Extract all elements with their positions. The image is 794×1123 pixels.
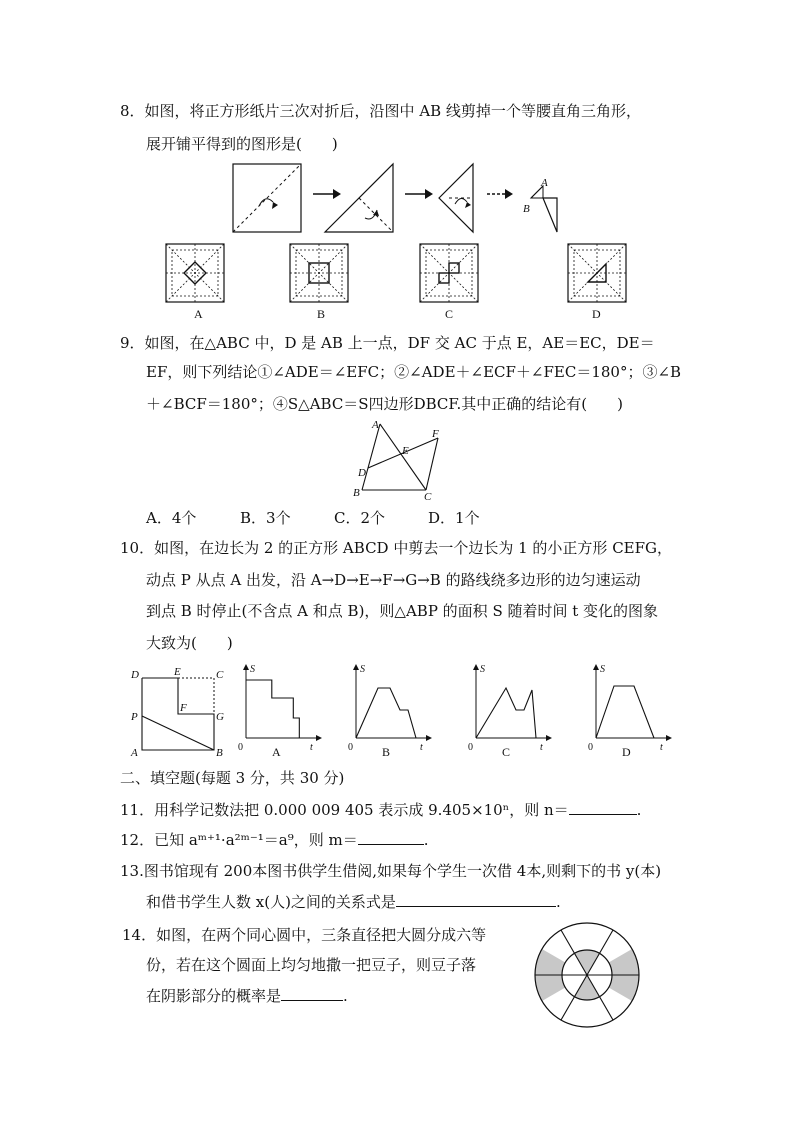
x-axis-label: t xyxy=(420,742,423,753)
q10-label-f: F xyxy=(180,702,187,714)
q14-answer-blank[interactable] xyxy=(281,986,343,1001)
origin-label: 0 xyxy=(238,742,243,753)
q13-end: . xyxy=(555,893,561,911)
q8-option-box-2 xyxy=(420,244,478,302)
q10-graphs xyxy=(236,660,676,760)
y-axis-label: S xyxy=(600,664,605,675)
q11-end: . xyxy=(636,801,642,819)
q10-label-d: D xyxy=(131,669,139,681)
q8-fold-figure xyxy=(225,160,565,240)
q13-text: 和借书学生人数 x(人)之间的关系式是 xyxy=(146,893,396,911)
q11-line xyxy=(120,800,641,820)
q9-label-a: A xyxy=(372,419,379,431)
q9-line3: ＋∠BCF＝180°；④S△ABC＝S四边形DBCF.其中正确的结论有( ) xyxy=(146,395,623,413)
q10-label-c: C xyxy=(216,669,224,681)
y-axis-arrow xyxy=(473,664,479,670)
q9-line2: EF，则下列结论①∠ADE＝∠EFC；②∠ADE＋∠ECF＋∠FEC＝180°；③∠B xyxy=(146,363,682,381)
origin-label: 0 xyxy=(348,742,353,753)
shaded-inner-top xyxy=(575,950,600,975)
q14-end: . xyxy=(343,987,348,1005)
q8-option-label-b: B xyxy=(317,307,326,321)
graph-curve xyxy=(596,686,654,738)
q11-answer-blank[interactable] xyxy=(569,800,637,815)
q14-line2: 份，若在这个圆面上均匀地撒一把豆子，则豆子落 xyxy=(146,956,477,974)
q12-answer-blank[interactable] xyxy=(358,830,424,845)
q9-triangle-figure xyxy=(350,420,450,502)
q13-line1: 13.图书馆现有 200本图书供学生借阅,如果每个学生一次借 4本,则剩下的书 y(本) xyxy=(120,862,662,880)
y-axis-label: S xyxy=(250,664,255,675)
q10-line4: 大致为( ) xyxy=(146,634,233,652)
graph-curve xyxy=(356,688,416,738)
q8-option-label-a: A xyxy=(194,307,203,321)
q10-graph-option-2 xyxy=(468,664,552,759)
q8-option-box-0 xyxy=(166,244,224,302)
y-axis-label: S xyxy=(480,664,485,675)
q9-label-b: B xyxy=(353,487,360,499)
x-axis-arrow xyxy=(546,735,552,741)
q10-label-b: B xyxy=(216,747,223,759)
q10-label-p: P xyxy=(131,711,138,723)
q10-graph-option-1 xyxy=(348,664,432,759)
q10-label-g: G xyxy=(216,711,224,723)
q13-line2 xyxy=(146,892,561,912)
q10-label-a: A xyxy=(131,747,138,759)
q8-option-label-d: D xyxy=(592,307,601,321)
q12-line xyxy=(120,830,429,850)
q13-answer-blank[interactable] xyxy=(396,892,556,907)
x-axis-arrow xyxy=(316,735,322,741)
y-axis-arrow xyxy=(243,664,249,670)
x-axis-arrow xyxy=(666,735,672,741)
q9-option-b: B．3个 xyxy=(240,509,291,527)
q9-option-c: C．2个 xyxy=(334,509,386,527)
q9-label-e: E xyxy=(402,445,409,457)
q14-line3 xyxy=(146,986,348,1006)
fold-label-a: A xyxy=(541,177,548,189)
q8-options-figure xyxy=(160,242,650,322)
q12-end: . xyxy=(423,831,429,849)
q8-option-box-3 xyxy=(568,244,626,302)
q9-label-d: D xyxy=(358,467,366,479)
q10-square-figure xyxy=(128,666,238,760)
graph-option-label: A xyxy=(272,745,281,759)
q9-line1: 9．如图，在△ABC 中，D 是 AB 上一点，DF 交 AC 于点 E，AE＝EC，DE＝ xyxy=(120,334,655,352)
q10-graph-option-3 xyxy=(588,664,672,759)
x-axis-label: t xyxy=(540,742,543,753)
q8-option-box-1 xyxy=(290,244,348,302)
q12-text: 12．已知 aᵐ⁺¹·a²ᵐ⁻¹＝a⁹，则 m＝ xyxy=(120,831,358,849)
q10-line1: 10．如图，在边长为 2 的正方形 ABCD 中剪去一个边长为 1 的小正方形 CEFG， xyxy=(120,539,673,557)
origin-label: 0 xyxy=(468,742,473,753)
graph-option-label: B xyxy=(382,745,391,759)
q14-line1: 14．如图，在两个同心圆中，三条直径把大圆分成六等 xyxy=(122,926,487,944)
x-axis-label: t xyxy=(660,742,663,753)
y-axis-arrow xyxy=(353,664,359,670)
x-axis-arrow xyxy=(426,735,432,741)
q9-label-c: C xyxy=(424,491,432,503)
q10-graph-option-0 xyxy=(238,664,322,759)
q10-label-e: E xyxy=(174,666,181,678)
q10-line3: 到点 B 时停止(不含点 A 和点 B)，则△ABP 的面积 S 随着时间 t 变化的图象 xyxy=(146,602,659,620)
q9-option-a: A．4个 xyxy=(146,509,197,527)
q8-line2: 展开铺平得到的图形是( ) xyxy=(146,135,338,153)
q9-option-d: D．1个 xyxy=(428,509,480,527)
y-axis-arrow xyxy=(593,664,599,670)
graph-curve xyxy=(476,688,536,738)
fold-label-b: B xyxy=(523,203,530,215)
graph-curve xyxy=(246,680,299,738)
shaded-inner-bottom xyxy=(575,975,600,1000)
origin-label: 0 xyxy=(588,742,593,753)
q10-line2: 动点 P 从点 A 出发，沿 A→D→E→F→G→B 的路线绕多边形的边匀速运动 xyxy=(146,571,641,589)
x-axis-label: t xyxy=(310,742,313,753)
q9-label-f: F xyxy=(432,428,439,440)
graph-option-label: C xyxy=(502,745,511,759)
q14-text: 在阴影部分的概率是 xyxy=(146,987,282,1005)
q8-option-label-c: C xyxy=(445,307,454,321)
q8-line1: 8．如图，将正方形纸片三次对折后，沿图中 AB 线剪掉一个等腰直角三角形， xyxy=(120,102,641,120)
q11-text: 11．用科学记数法把 0.000 009 405 表示成 9.405×10ⁿ，则 n＝ xyxy=(120,801,569,819)
q14-circle-figure xyxy=(533,921,641,1029)
section2-title: 二、填空题(每题 3 分，共 30 分) xyxy=(120,769,345,787)
y-axis-label: S xyxy=(360,664,365,675)
graph-option-label: D xyxy=(622,745,631,759)
